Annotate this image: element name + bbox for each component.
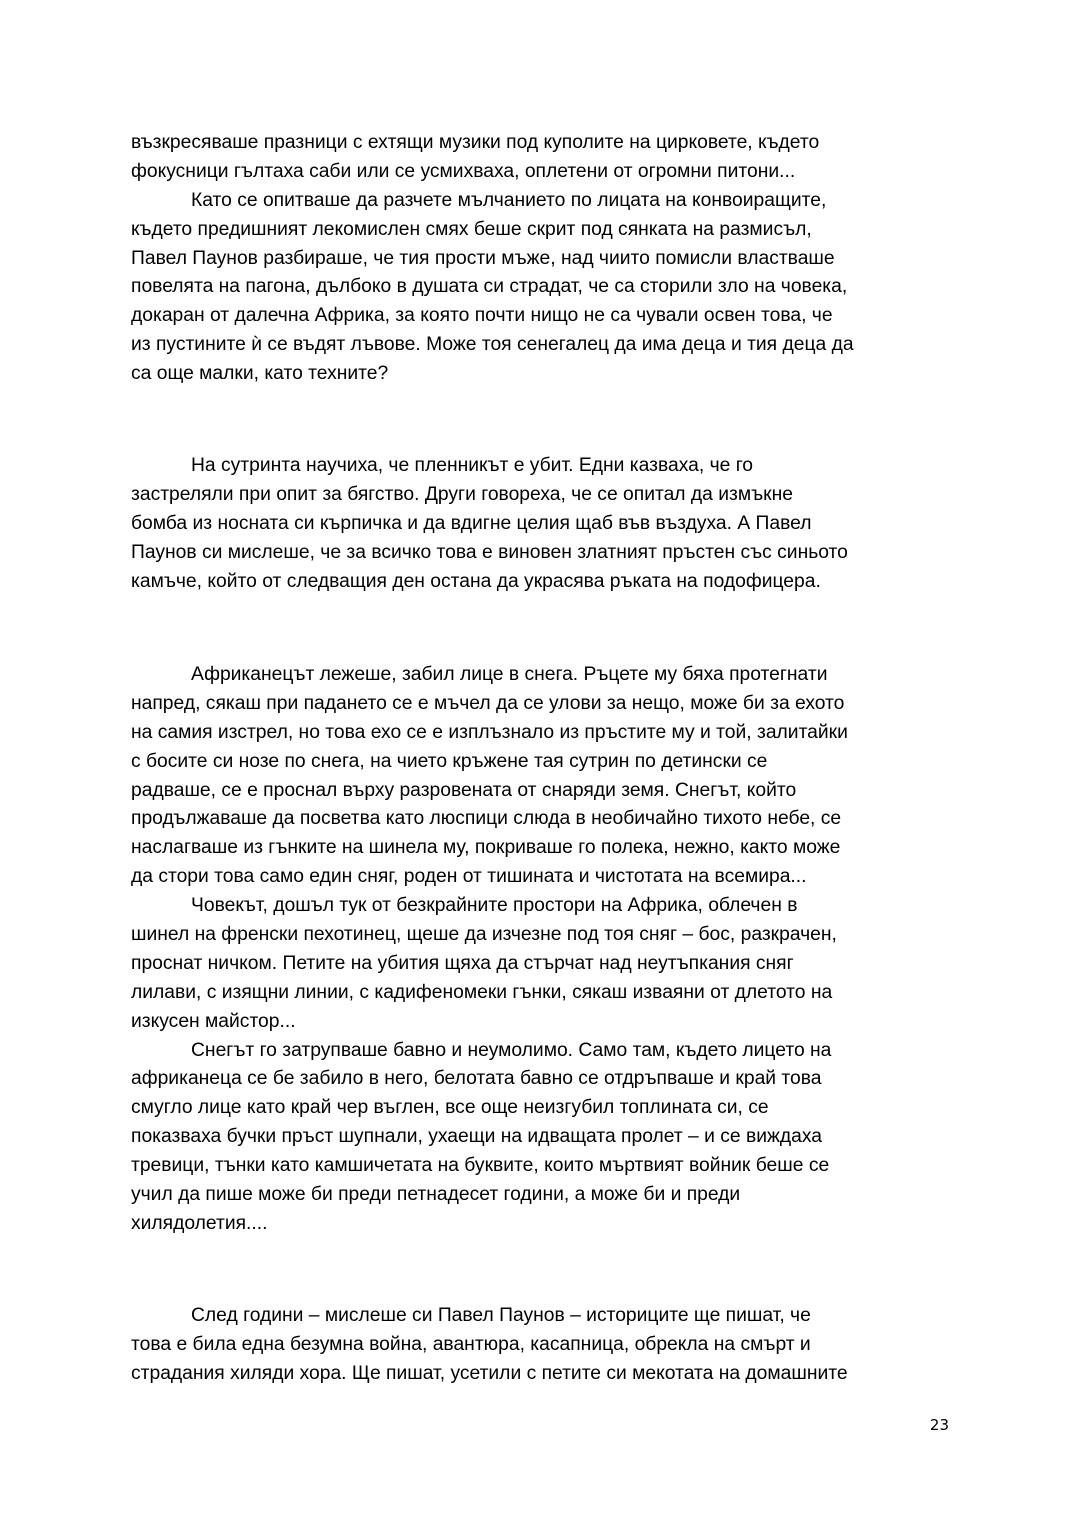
text-line: показваха бучки пръст шупнали, ухаещи на идващата пролет – и се виждаха: [131, 1126, 822, 1148]
text-line: Снегът го затрупваше бавно и неумолимо. Само там, където лицето на: [191, 1039, 832, 1061]
paragraph-block-1: [131, 129, 961, 389]
text-line: Африканецът лежеше, забил лице в снега. Ръцете му бяха протегнати: [191, 664, 828, 685]
text-line: проснат ничком. Петите на убития щяха да стърчат над неутъпкания сняг: [131, 952, 794, 974]
text-line: Паунов си мислеше, че за всичко това е виновен златният пръстен със синьото: [131, 541, 848, 563]
text-line: възкресяваше празници с ехтящи музики под куполите на цирковете, където: [131, 132, 820, 153]
paragraph-block-4: [131, 1302, 961, 1389]
text-line: страдания хиляди хора. Ще пишат, усетили с петите си мекотата на домашните: [131, 1362, 848, 1384]
text-line: смугло лице като край чер въглен, все още неизгубил топлината си, се: [131, 1097, 769, 1119]
text-line: наслагваше из гънките на шинела му, покриваше го полека, нежно, както може: [131, 837, 841, 859]
text-line: хилядолетия....: [131, 1212, 268, 1234]
text-line: да стори това само един сняг, роден от тишината и чистотата на всемира...: [131, 866, 807, 888]
text-line: фокусници гълтаха саби или се усмихваха, оплетени от огромни питони...: [131, 160, 796, 182]
text-line: изкусен майстор...: [131, 1010, 296, 1032]
text-line: радваше, се е проснал върху разровената от снаряди земя. Снегът, който: [131, 779, 797, 801]
text-line: бомба из носната си кърпичка и да вдигне целия щаб във въздуха. А Павел: [131, 512, 812, 534]
text-line: из пустините ѝ се въдят лъвове. Може тоя сенегалец да има деца и тия деца да: [131, 334, 854, 356]
text-line: застреляли при опит за бягство. Други говореха, че се опитал да измъкне: [131, 483, 793, 505]
paragraph-block-3: [131, 661, 961, 1239]
paragraph-block-2: [131, 452, 961, 596]
text-line: Павел Паунов разбираше, че тия прости мъже, над чиито помисли властваше: [131, 247, 835, 269]
text-line: шинел на френски пехотинец, щеше да изчезне под тоя сняг – бос, разкрачен,: [131, 924, 837, 946]
text-line: където предишният лекомислен смях беше скрит под сянката на размисъл,: [131, 218, 812, 240]
text-line: докаран от далечна Африка, за която почти нищо не са чували освен това, че: [131, 305, 833, 327]
text-line: повелята на пагона, дълбоко в душата си страдат, че са сторили зло на човека,: [131, 276, 848, 298]
text-line: учил да пише може би преди петнадесет години, а може би и преди: [131, 1184, 741, 1206]
text-line: на самия изстрел, но това ехо се е изплъзнало из пръстите му и той, залитайки: [131, 721, 848, 743]
text-line: След години – мислеше си Павел Паунов – историците ще пишат, че: [191, 1305, 811, 1326]
text-line: това е била една безумна война, авантюра, касапница, обрекла на смърт и: [131, 1333, 811, 1355]
text-line: с босите си нозе по снега, на чието кръжене тая сутрин по детински се: [131, 750, 768, 772]
page-number: 23: [929, 1416, 949, 1434]
text-line: напред, сякаш при падането се е мъчел да се улови за нещо, може би за ехото: [131, 692, 845, 714]
text-line: африканеца се бе забило в него, белотата бавно се отдръпваше и край това: [131, 1068, 822, 1090]
text-line: Като се опитваше да разчете мълчанието по лицата на конвоиращите,: [191, 189, 827, 211]
text-line: камъче, който от следващия ден остана да украсява ръката на подофицера.: [131, 570, 821, 592]
text-line: Човекът, дошъл тук от безкрайните простори на Африка, облечен в: [191, 895, 798, 917]
text-line: са още малки, като техните?: [131, 363, 389, 385]
text-line: продължаваше да посветва като люспици слюда в необичайно тихото небе, се: [131, 808, 842, 830]
text-line: тревици, тънки като камшичетата на буквите, които мъртвият войник беше се: [131, 1155, 830, 1177]
text-line: На сутринта научиха, че пленникът е убит. Едни казваха, че го: [191, 455, 754, 476]
text-line: лилави, с изящни линии, с кадифеномеки гънки, сякаш изваяни от длетото на: [131, 981, 833, 1003]
